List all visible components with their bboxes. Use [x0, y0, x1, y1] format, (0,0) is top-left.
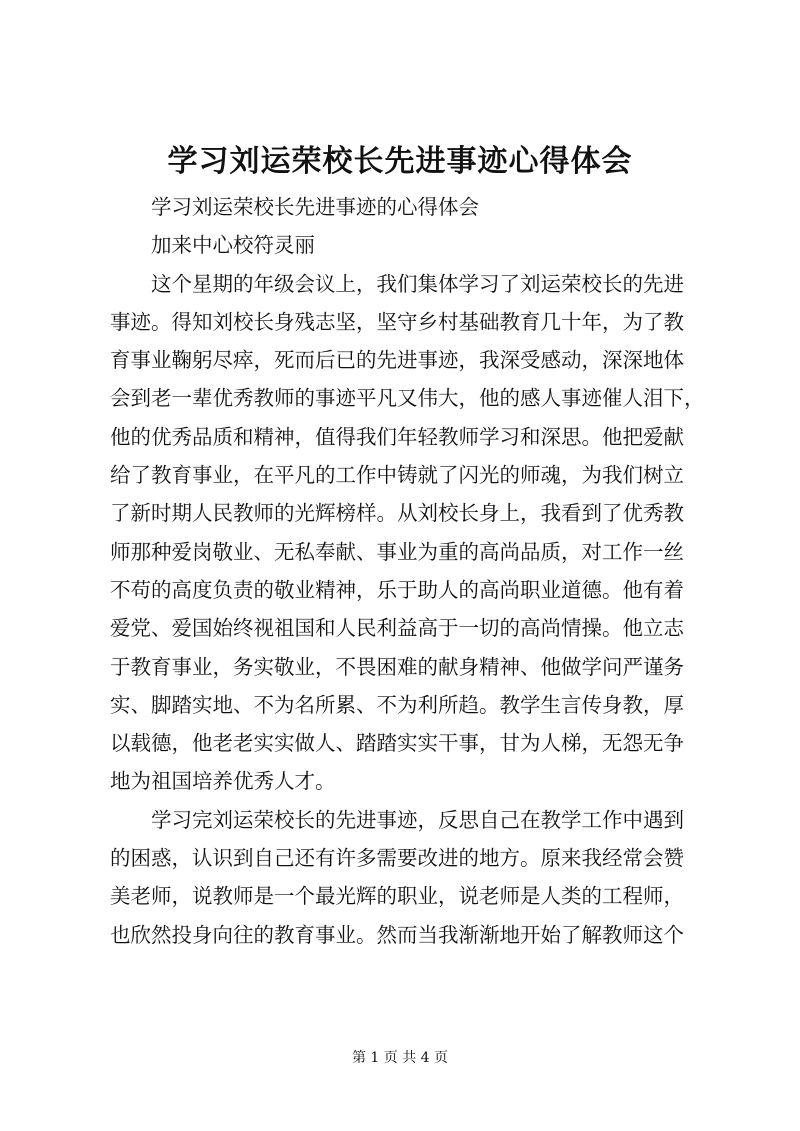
text-line: 给了教育事业，在平凡的工作中铸就了闪光的师魂，为我们树立	[110, 463, 684, 488]
text-line: 学习完刘运荣校长的先进事迹，反思自己在教学工作中遇到	[151, 807, 684, 832]
text-line: 也欣然投身向往的教育事业。然而当我渐渐地开始了解教师这个	[110, 922, 684, 947]
text-line: 学习刘运荣校长先进事迹的心得体会	[151, 195, 479, 219]
text-line: 于教育事业，务实敬业，不畏困难的献身精神、他做学问严谨务	[110, 654, 684, 679]
text-line: 这个星期的年级会议上，我们集体学习了刘运荣校长的先进	[151, 271, 684, 296]
text-line: 地为祖国培养优秀人才。	[110, 769, 336, 794]
text-line: 不苟的高度负责的敬业精神，乐于助人的高尚职业道德。他有着	[110, 577, 684, 602]
text-line: 实、脚踏实地、不为名所累、不为利所趋。教学生言传身教，厚	[110, 692, 684, 717]
text-line: 美老师，说教师是一个最光辉的职业，说老师是人类的工程师，	[110, 884, 684, 909]
text-line: 他的优秀品质和精神，值得我们年轻教师学习和深思。他把爱献	[110, 424, 684, 449]
text-line: 会到老一辈优秀教师的事迹平凡又伟大，他的感人事迹催人泪下，	[110, 386, 705, 411]
text-line: 加来中心校符灵丽	[151, 233, 315, 258]
document-title: 学习刘运荣校长先进事迹心得体会	[167, 144, 633, 179]
text-line: 事迹。得知刘校长身残志坚，坚守乡村基础教育几十年，为了教	[110, 309, 684, 334]
document-body	[110, 188, 710, 954]
page-footer: 第 1 页 共 4 页	[351, 1050, 449, 1066]
text-line: 育事业鞠躬尽瘁，死而后已的先进事迹，我深受感动，深深地体	[110, 348, 684, 373]
text-line: 师那种爱岗敬业、无私奉献、事业为重的高尚品质，对工作一丝	[110, 539, 684, 564]
text-line: 了新时期人民教师的光辉榜样。从刘校长身上，我看到了优秀教	[110, 501, 684, 526]
text-line: 以载德，他老老实实做人、踏踏实实干事，甘为人梯，无怨无争	[110, 731, 684, 756]
text-line: 的困惑，认识到自己还有许多需要改进的地方。原来我经常会赞	[110, 846, 684, 871]
text-line: 爱党、爱国始终视祖国和人民利益高于一切的高尚情操。他立志	[110, 616, 684, 641]
